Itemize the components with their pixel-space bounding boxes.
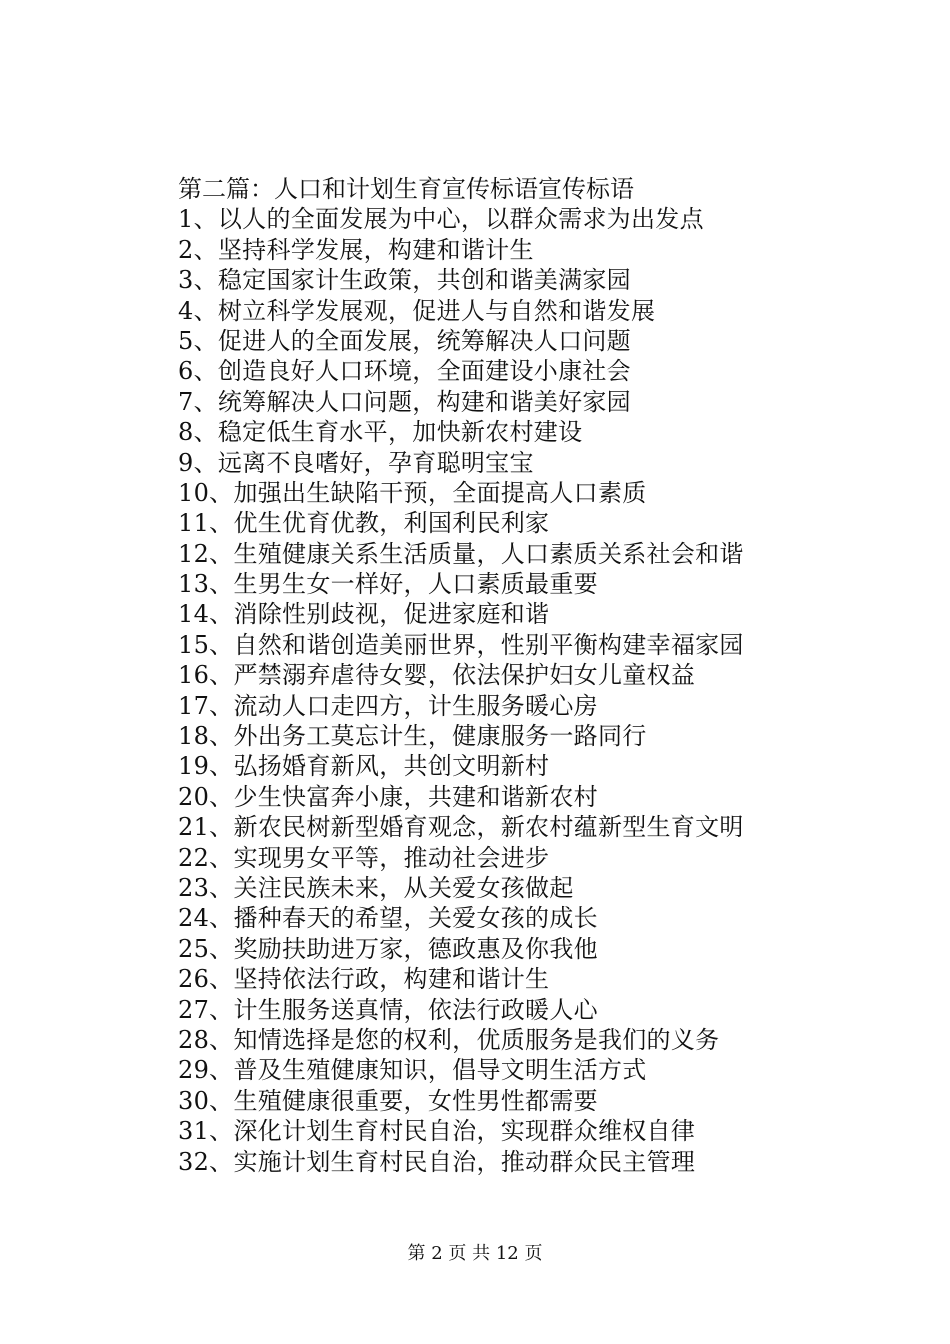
list-item: 23、关注民族未来，从关爱女孩做起 [178, 873, 574, 902]
list-item: 31、深化计划生育村民自治，实现群众维权自律 [178, 1117, 696, 1146]
list-item: 7、统筹解决人口问题，构建和谐美好家园 [178, 387, 631, 416]
document-title: 第二篇：人口和计划生育宣传标语宣传标语 [178, 175, 634, 203]
list-item: 28、知情选择是您的权利，优质服务是我们的义务 [178, 1025, 720, 1054]
list-item: 2、坚持科学发展，构建和谐计生 [178, 235, 534, 264]
list-item: 21、新农民树新型婚育观念，新农村蕴新型生育文明 [178, 813, 744, 842]
list-item: 18、外出务工莫忘计生，健康服务一路同行 [178, 722, 647, 751]
document-body [178, 174, 878, 1177]
list-item: 5、促进人的全面发展，统筹解决人口问题 [178, 326, 631, 355]
slogan-list [178, 204, 878, 1177]
list-item: 17、流动人口走四方，计生服务暖心房 [178, 691, 598, 720]
list-item: 20、少生快富奔小康，共建和谐新农村 [178, 782, 598, 811]
list-item: 25、奖励扶助进万家，德政惠及你我他 [178, 934, 598, 963]
list-item: 29、普及生殖健康知识，倡导文明生活方式 [178, 1056, 647, 1085]
list-item: 8、稳定低生育水平，加快新农村建设 [178, 418, 583, 447]
list-item: 16、严禁溺弃虐待女婴，依法保护妇女儿童权益 [178, 661, 696, 690]
list-item: 1、以人的全面发展为中心，以群众需求为出发点 [178, 205, 704, 234]
page-footer: 第 2 页 共 12 页 [407, 1243, 543, 1264]
list-item: 10、加强出生缺陷干预，全面提高人口素质 [178, 478, 647, 507]
list-item: 24、播种春天的希望，关爱女孩的成长 [178, 904, 598, 933]
list-item: 27、计生服务送真情，依法行政暖人心 [178, 995, 598, 1024]
list-item: 22、实现男女平等，推动社会进步 [178, 843, 550, 872]
list-item: 26、坚持依法行政，构建和谐计生 [178, 965, 550, 994]
list-item: 12、生殖健康关系生活质量，人口素质关系社会和谐 [178, 539, 744, 568]
list-item: 6、创造良好人口环境，全面建设小康社会 [178, 357, 631, 386]
list-item: 4、树立科学发展观，促进人与自然和谐发展 [178, 296, 656, 325]
list-item: 32、实施计划生育村民自治，推动群众民主管理 [178, 1147, 696, 1176]
list-item: 30、生殖健康很重要，女性男性都需要 [178, 1086, 598, 1115]
list-item: 9、远离不良嗜好，孕育聪明宝宝 [178, 448, 534, 477]
list-item: 19、弘扬婚育新风，共创文明新村 [178, 752, 550, 781]
list-item: 11、优生优育优教，利国利民利家 [178, 509, 550, 538]
list-item: 14、消除性别歧视，促进家庭和谐 [178, 600, 550, 629]
list-item: 13、生男生女一样好，人口素质最重要 [178, 570, 598, 599]
list-item: 15、自然和谐创造美丽世界，性别平衡构建幸福家园 [178, 630, 744, 659]
list-item: 3、稳定国家计生政策，共创和谐美满家园 [178, 266, 631, 295]
